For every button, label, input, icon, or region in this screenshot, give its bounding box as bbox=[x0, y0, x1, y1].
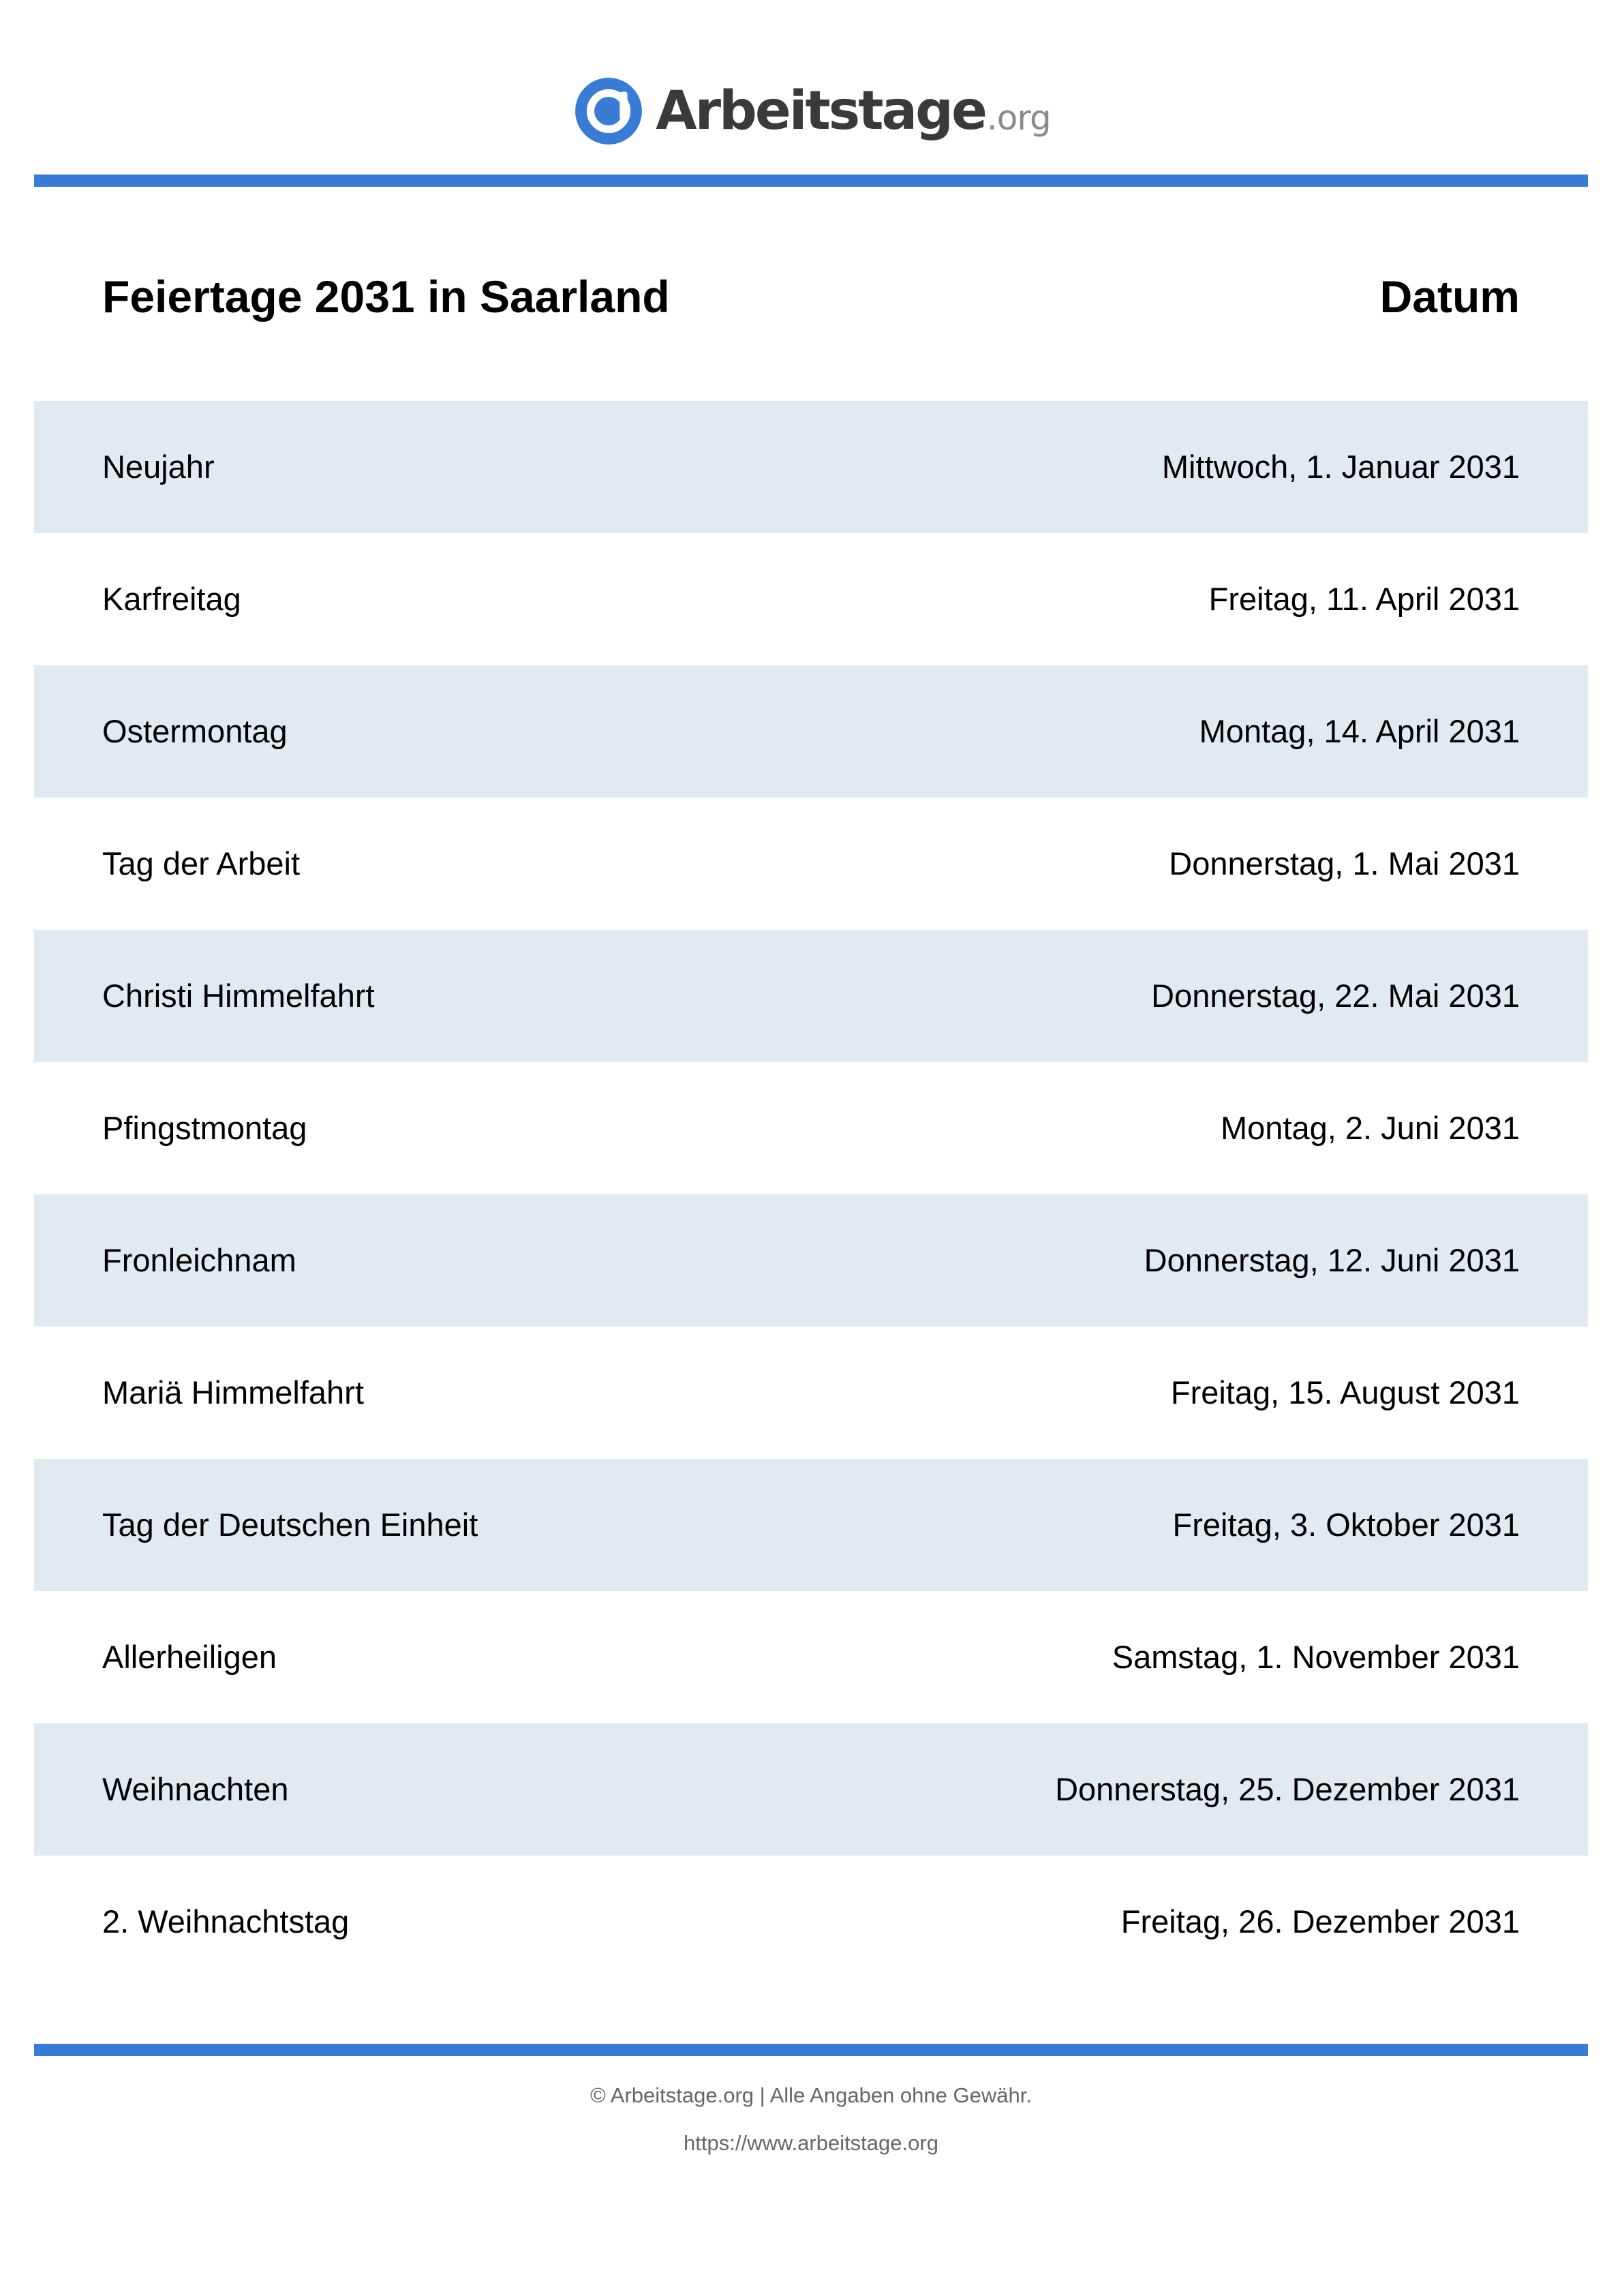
table-row bbox=[34, 1062, 1588, 1194]
table-row bbox=[34, 1591, 1588, 1723]
footer-url[interactable]: https://www.arbeitstage.org bbox=[684, 2131, 938, 2155]
holiday-name: Tag der Deutschen Einheit bbox=[102, 1507, 478, 1543]
holiday-date: Donnerstag, 22. Mai 2031 bbox=[1151, 978, 1520, 1014]
holiday-date: Samstag, 1. November 2031 bbox=[1112, 1639, 1520, 1675]
holiday-name: Karfreitag bbox=[102, 581, 241, 617]
footer-copyright: © Arbeitstage.org | Alle Angaben ohne Gewähr. bbox=[590, 2083, 1032, 2107]
top-divider bbox=[34, 175, 1588, 187]
table-header bbox=[34, 266, 1588, 327]
holiday-date: Mittwoch, 1. Januar 2031 bbox=[1161, 449, 1520, 485]
table-row bbox=[34, 1194, 1588, 1327]
table-row bbox=[34, 798, 1588, 930]
logo-tld: .org bbox=[986, 98, 1051, 138]
holiday-date: Montag, 14. April 2031 bbox=[1199, 713, 1520, 749]
holiday-name: Fronleichnam bbox=[102, 1242, 296, 1278]
holiday-name: Pfingstmontag bbox=[102, 1110, 307, 1146]
table-row bbox=[34, 1856, 1588, 1988]
holiday-date: Freitag, 11. April 2031 bbox=[1208, 581, 1520, 617]
logo-wordmark: Arbeitstage bbox=[656, 80, 985, 142]
holiday-name: Allerheiligen bbox=[102, 1639, 277, 1675]
brand-logo[interactable] bbox=[0, 74, 1622, 149]
table-row bbox=[34, 1459, 1588, 1591]
holiday-date: Freitag, 26. Dezember 2031 bbox=[1120, 1903, 1520, 1939]
holiday-name: 2. Weihnachtstag bbox=[102, 1903, 350, 1939]
table-row bbox=[34, 1723, 1588, 1856]
holiday-date: Donnerstag, 1. Mai 2031 bbox=[1169, 845, 1520, 881]
table-row bbox=[34, 665, 1588, 798]
holiday-name: Ostermontag bbox=[102, 713, 288, 749]
holiday-name: Tag der Arbeit bbox=[102, 845, 301, 881]
holiday-name: Neujahr bbox=[102, 449, 215, 485]
holiday-date: Donnerstag, 25. Dezember 2031 bbox=[1055, 1771, 1520, 1807]
table-row bbox=[34, 401, 1588, 533]
holiday-name: Christi Himmelfahrt bbox=[102, 978, 375, 1014]
date-column-header: Datum bbox=[1379, 271, 1520, 322]
holiday-table bbox=[34, 401, 1588, 1988]
holiday-name: Mariä Himmelfahrt bbox=[102, 1374, 364, 1410]
holiday-date: Montag, 2. Juni 2031 bbox=[1221, 1110, 1520, 1146]
holiday-date: Freitag, 3. Oktober 2031 bbox=[1172, 1507, 1520, 1543]
holiday-date: Freitag, 15. August 2031 bbox=[1170, 1374, 1520, 1410]
table-row bbox=[34, 1327, 1588, 1459]
table-row bbox=[34, 533, 1588, 665]
holiday-name: Weihnachten bbox=[102, 1771, 289, 1807]
page-title: Feiertage 2031 in Saarland bbox=[102, 271, 670, 322]
table-row bbox=[34, 930, 1588, 1062]
bottom-divider bbox=[34, 2044, 1588, 2056]
at-sign-icon bbox=[574, 76, 643, 146]
logo-lockup bbox=[574, 76, 1051, 146]
holiday-date: Donnerstag, 12. Juni 2031 bbox=[1144, 1242, 1520, 1278]
